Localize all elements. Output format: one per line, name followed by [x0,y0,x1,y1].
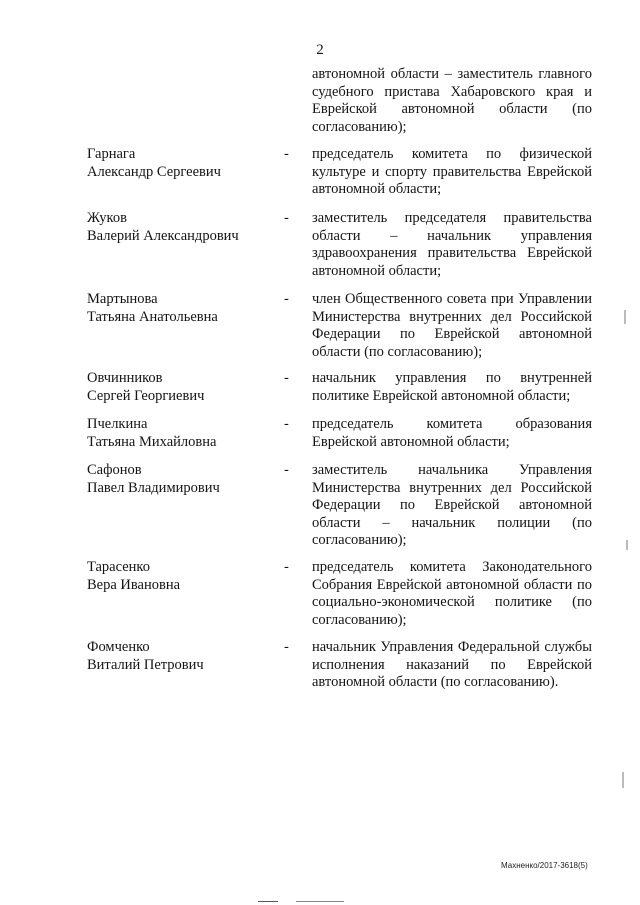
scan-artifact [626,540,628,550]
document-registration-code: Махненко/2017-3618(5) [501,861,588,870]
continued-role-description: автономной области – заместитель главного судебного пристава Хабаровского края и Еврейской автономной области (по согласованию); [312,66,592,135]
member-given-name: Татьяна Михайловна [87,433,217,450]
member-surname: Сафонов [87,462,142,478]
separator-dash: - [284,291,289,307]
member-given-name: Александр Сергеевич [87,163,221,180]
member-name [87,291,277,326]
member-surname: Фомченко [87,639,150,655]
member-role: председатель комитета по физической культуре и спорту правительства Еврейской автономной области; [312,146,592,197]
member-name [87,559,277,594]
member-role: заместитель начальника Управления Министерства внутренних дел Российской Федерации по Еврейской автономной области – начальник полиции (по согласованию); [312,462,592,548]
page-number: 2 [316,42,324,58]
separator-dash: - [284,146,289,162]
member-name [87,462,277,497]
member-name [87,639,277,674]
scan-artifact [258,901,278,902]
member-name [87,416,277,451]
member-given-name: Татьяна Анатольевна [87,308,218,325]
scan-artifact [624,310,626,324]
member-name [87,210,277,245]
separator-dash: - [284,559,289,575]
member-given-name: Валерий Александрович [87,227,239,244]
member-surname: Овчинников [87,370,163,386]
separator-dash: - [284,639,289,655]
separator-dash: - [284,416,289,432]
member-name [87,370,277,405]
member-role: начальник Управления Федеральной службы исполнения наказаний по Еврейской автономной области (по согласованию). [312,639,592,690]
separator-dash: - [284,370,289,386]
separator-dash: - [284,210,289,226]
member-given-name: Сергей Георгиевич [87,387,205,404]
member-given-name: Павел Владимирович [87,479,220,496]
member-surname: Пчелкина [87,416,148,432]
separator-dash: - [284,462,289,478]
scan-artifact [622,772,624,788]
member-given-name: Вера Ивановна [87,576,181,593]
member-role: член Общественного совета при Управлении Министерства внутренних дел Российской Федерации по Еврейской автономной области (по согласованию); [312,291,592,360]
member-role: председатель комитета Законодательного Собрания Еврейской автономной области по социально-экономической политике (по согласованию); [312,559,592,628]
member-role: начальник управления по внутренней политике Еврейской автономной области; [312,370,592,404]
member-role: заместитель председателя правительства области – начальник управления здравоохранения правительства Еврейской автономной области; [312,210,592,279]
member-surname: Жуков [87,210,127,226]
member-surname: Мартынова [87,291,158,307]
member-role: председатель комитета образования Еврейской автономной области; [312,416,592,450]
scan-artifact [296,901,344,902]
member-given-name: Виталий Петрович [87,656,204,673]
member-surname: Гарнага [87,146,136,162]
member-surname: Тарасенко [87,559,150,575]
member-name [87,146,277,181]
